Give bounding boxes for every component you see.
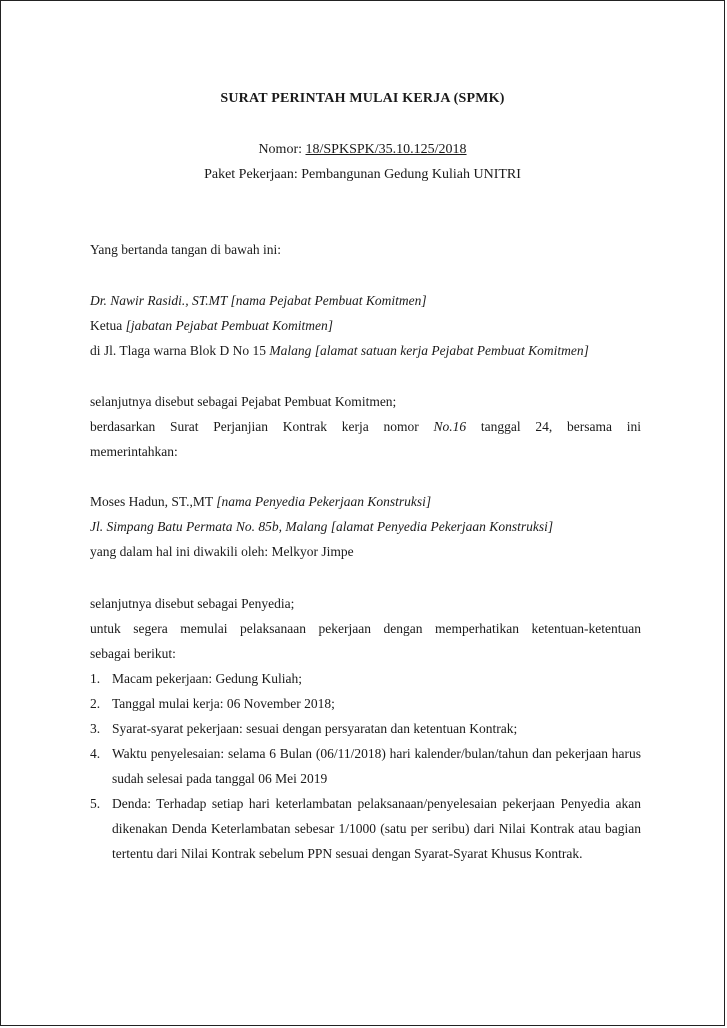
number-value: 18/SPKSPK/35.10.125/2018: [305, 142, 467, 157]
contract-number: No.16: [433, 419, 467, 434]
p1-line-2-c: tanggal 24, bersama ini: [480, 419, 642, 434]
list-item-number: 4.: [90, 746, 101, 761]
list-item-text: Waktu penyelesaian: selama 6 Bulan (06/11/2018) hari kalender/bulan/tahun dan pekerjaan harus sudah selesai pada tanggal 06 Mei 2019: [112, 746, 641, 786]
intro-line: Yang bertanda tangan di bawah ini:: [90, 242, 281, 257]
p2-line-3: sebagai berikut:: [90, 646, 176, 661]
ppk-address-italic: Malang [alamat satuan kerja Pejabat Pembuat Komitmen]: [269, 343, 589, 358]
list-item-number: 1.: [90, 671, 101, 686]
list-item-text: Tanggal mulai kerja: 06 November 2018;: [112, 696, 335, 711]
provider-representative: yang dalam hal ini diwakili oleh: Melkyor Jimpe: [90, 544, 354, 559]
list-item: [90, 716, 641, 741]
p1-line-2: [90, 414, 641, 439]
ppk-address-plain: di Jl. Tlaga warna Blok D No 15: [90, 343, 266, 358]
list-item: [90, 741, 641, 791]
ppk-position-italic: [jabatan Pejabat Pembuat Komitmen]: [125, 318, 333, 333]
paragraph-1: [90, 389, 641, 464]
p2-line-2: untuk segera memulai pelaksanaan pekerjaan dengan memperhatikan ketentuan-ketentuan: [90, 621, 641, 636]
p1-line-2-a: berdasarkan Surat Perjanjian Kontrak kerja nomor: [90, 419, 419, 434]
ppk-address: [90, 338, 641, 363]
intro-text: [90, 237, 641, 262]
p2-line-1: selanjutnya disebut sebagai Penyedia;: [90, 596, 295, 611]
list-item-number: 5.: [90, 796, 101, 811]
provider-block: [90, 489, 641, 564]
provider-address: Jl. Simpang Batu Permata No. 85b, Malang [alamat Penyedia Pekerjaan Konstruksi]: [90, 519, 554, 534]
provider-name: [90, 489, 641, 514]
ppk-name: Dr. Nawir Rasidi., ST.MT [nama Pejabat Pembuat Komitmen]: [90, 293, 427, 308]
provider-name-italic: [nama Penyedia Pekerjaan Konstruksi]: [216, 494, 432, 509]
work-package: Paket Pekerjaan: Pembangunan Gedung Kuliah UNITRI: [204, 167, 521, 182]
list-item-number: 3.: [90, 721, 101, 736]
terms-list: [90, 666, 641, 866]
list-item: [90, 691, 641, 716]
ppk-position: [90, 313, 641, 338]
list-item: [90, 666, 641, 691]
list-item-number: 2.: [90, 696, 101, 711]
list-item-text: Macam pekerjaan: Gedung Kuliah;: [112, 671, 303, 686]
p1-line-3: memerintahkan:: [90, 444, 178, 459]
list-item-text: Syarat-syarat pekerjaan: sesuai dengan persyaratan dan ketentuan Kontrak;: [112, 721, 518, 736]
paragraph-2: [90, 591, 641, 866]
ppk-block: [90, 288, 641, 363]
p1-line-1: selanjutnya disebut sebagai Pejabat Pembuat Komitmen;: [90, 394, 397, 409]
number-label: Nomor:: [258, 142, 302, 157]
document-number: [1, 142, 724, 158]
list-item-text: Denda: Terhadap setiap hari keterlambatan pelaksanaan/penyelesaian pekerjaan Penyedia akan dikenakan Denda Keterlambatan sebesar 1/1000 (satu per seribu) dari Nilai Kontrak atau bagian tertentu dari Nilai Kontrak sebelum PPN sesuai dengan Syarat-Syarat Khusus Kontrak.: [112, 796, 641, 861]
provider-name-plain: Moses Hadun, ST.,MT: [90, 494, 213, 509]
ppk-position-plain: Ketua: [90, 318, 123, 333]
list-item: [90, 791, 641, 866]
document-title: SURAT PERINTAH MULAI KERJA (SPMK): [220, 91, 505, 106]
